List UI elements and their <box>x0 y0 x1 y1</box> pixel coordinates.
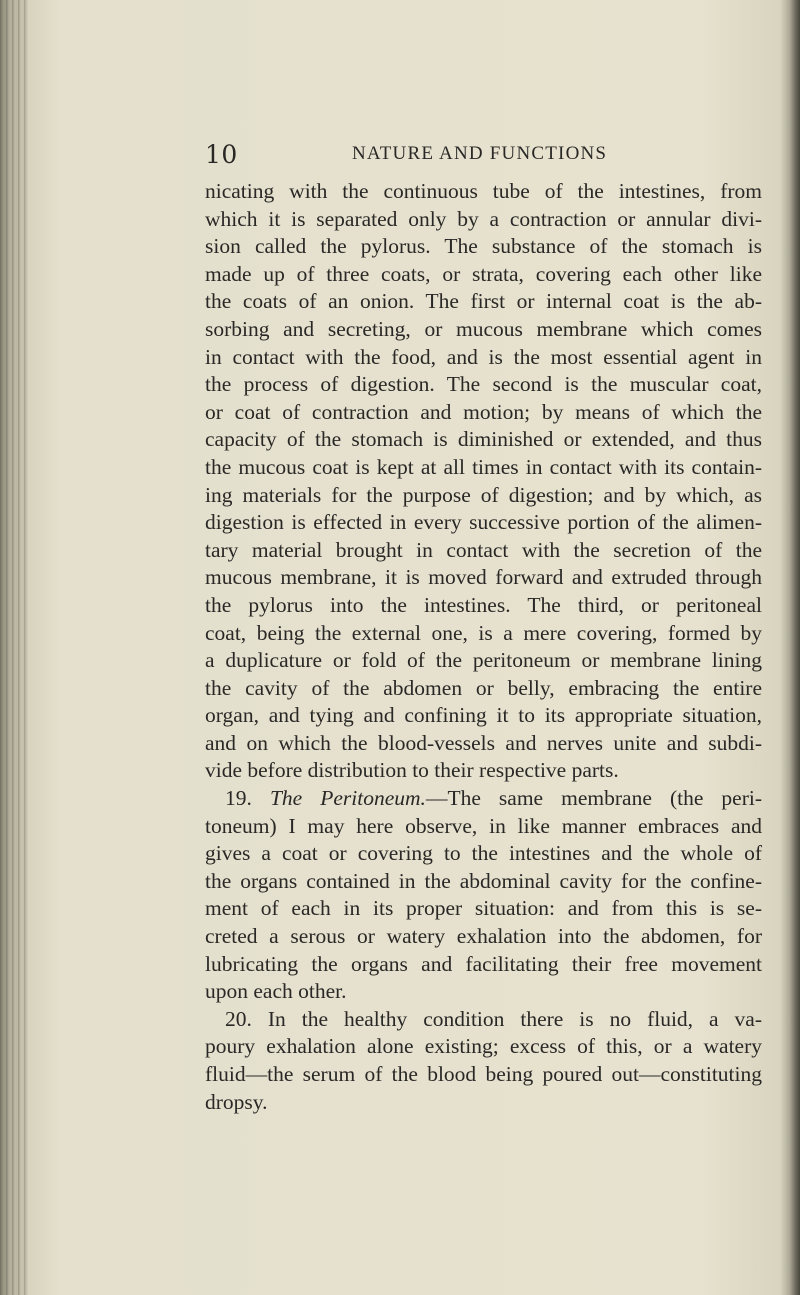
text-line: the cavity of the abdomen or belly, embracing the entire <box>205 675 762 700</box>
text-line: the organs contained in the abdominal cavity for the confine- <box>205 868 762 893</box>
text-line: vide before distribution to their respective parts. <box>205 758 619 783</box>
text-line: a duplicature or fold of the peritoneum or membrane lining <box>205 648 762 673</box>
text-line: or coat of contraction and motion; by means of which the <box>205 399 762 424</box>
running-head: NATURE AND FUNCTIONS <box>352 143 608 164</box>
text-line: sion called the pylorus. The substance of the stomach is <box>205 234 762 259</box>
text-line: capacity of the stomach is diminished or extended, and thus <box>205 427 762 452</box>
text-line: digestion is effected in every successive portion of the alimen- <box>205 510 762 535</box>
text-line: made up of three coats, or strata, covering each other like <box>205 261 762 286</box>
text-line: nicating with the continuous tube of the intestines, from <box>205 179 762 203</box>
paragraph-19-heading-line <box>205 785 762 813</box>
text-line: ing materials for the purpose of digestion; and by which, as <box>205 482 762 507</box>
text-line: toneum) I may here observe, in like manner embraces and <box>205 813 762 838</box>
text-line: lubricating the organs and facilitating their free movement <box>205 951 762 976</box>
text-line: coat, being the external one, is a mere covering, formed by <box>205 620 762 645</box>
page-edge-shadow <box>790 0 800 1295</box>
text-line: sorbing and secreting, or mucous membrane which comes <box>205 316 762 341</box>
text-line: the process of digestion. The second is the muscular coat, <box>205 372 762 397</box>
text-line: tary material brought in contact with the secretion of the <box>205 537 762 562</box>
section-title: The Peritoneum. <box>269 786 426 811</box>
text-line: organ, and tying and confining it to its appropriate situation, <box>205 703 762 728</box>
text-line: fluid—the serum of the blood being poured out—constituting <box>205 1062 762 1086</box>
page-number: 10 <box>205 140 238 169</box>
page-header <box>0 140 800 180</box>
paragraph-number: 19. <box>225 786 270 811</box>
text-line: which it is separated only by a contraction or annular divi- <box>205 206 762 231</box>
text-line: dropsy. <box>205 1089 268 1114</box>
text-line: the coats of an onion. The first or internal coat is the ab- <box>205 289 762 314</box>
binding-gutter <box>0 0 28 1295</box>
text-line: gives a coat or covering to the intestines and the whole of <box>205 841 762 866</box>
text-line: upon each other. <box>205 979 347 1004</box>
text-line: poury exhalation alone existing; excess of this, or a watery <box>205 1034 762 1059</box>
text-line: the pylorus into the intestines. The third, or peritoneal <box>205 592 762 617</box>
text-line: mucous membrane, it is moved forward and extruded through <box>205 565 762 590</box>
text-line: 20. In the healthy condition there is no fluid, a va- <box>225 1006 762 1031</box>
text-fragment: —The same membrane (the peri- <box>425 786 763 811</box>
text-line: ment of each in its proper situation: and from this is se- <box>205 896 762 921</box>
text-line: in contact with the food, and is the most essential agent in <box>205 344 762 369</box>
text-line: creted a serous or watery exhalation into the abdomen, for <box>205 924 762 949</box>
text-line: and on which the blood-vessels and nerves unite and subdi- <box>205 730 762 755</box>
text-line: the mucous coat is kept at all times in contact with its contain- <box>205 454 762 479</box>
body-text <box>205 178 762 1116</box>
